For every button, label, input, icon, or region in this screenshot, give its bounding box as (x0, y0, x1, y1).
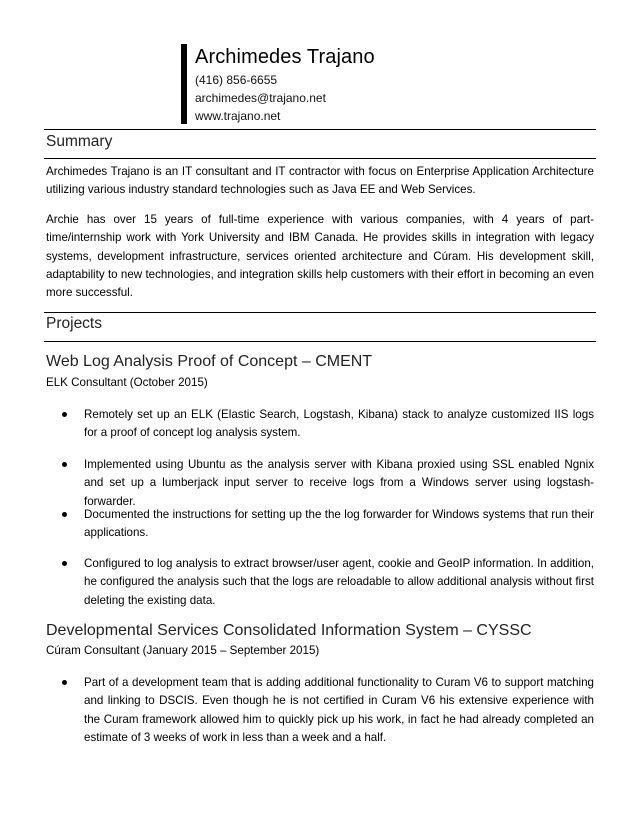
summary-top-rule (44, 129, 596, 130)
summary-bottom-rule (44, 158, 596, 159)
website-link[interactable]: www.trajano.net (195, 109, 281, 123)
phone-number: (416) 856-6655 (195, 73, 278, 87)
person-name: Archimedes Trajano (195, 46, 375, 68)
bullet-icon (62, 561, 67, 566)
bullet-icon (62, 412, 67, 417)
summary-paragraph-2: Archie has over 15 years of full-time experience with various companies, with 4 years of part-time/internship work with York University and IBM Canada. He provides skills in integration with legacy systems, development infrastructure, services oriented architecture and Cúram. His development skill, adaptability to new technologies, and integration skills help customers with their effort in becoming an even more successful. (46, 213, 594, 300)
email-address: archimedes@trajano.net (195, 91, 326, 105)
bullet-text: Part of a development team that is adding additional functionality to Curam V6 to support matching and linking to DSCIS. Even though he is not certified in Curam V6 his extensive experience with the Curam framework allowed him to quickly pick up his work, in fact he had already completed an estimate of 3 weeks of work in less than a week and a half. (84, 676, 594, 744)
projects-heading: Projects (46, 315, 102, 332)
bullet-text: Configured to log analysis to extract browser/user agent, cookie and GeoIP information. In addition, he configured the analysis such that the logs are reloadable to allow additional analysis without first deleting the existing data. (84, 557, 594, 607)
projects-bottom-rule (44, 341, 596, 342)
bullet-text: Implemented using Ubuntu as the analysis server with Kibana proxied using SSL enabled Ngnix and set up a lumberjack input server to receive logs from a Windows server using logstash-forwarder. (84, 458, 594, 508)
project-role: ELK Consultant (October 2015) (46, 376, 208, 389)
header-accent-bar (181, 44, 187, 124)
project-role: Cúram Consultant (January 2015 – September 2015) (46, 644, 320, 657)
project-title: Developmental Services Consolidated Information System – CYSSC (46, 622, 532, 639)
summary-paragraph-1: Archimedes Trajano is an IT consultant and IT contractor with focus on Enterprise Application Architecture utilizing various industry standard technologies such as Java EE and Web Services. (46, 165, 594, 197)
bullet-icon (62, 512, 67, 517)
summary-heading: Summary (46, 133, 113, 150)
project-title: Web Log Analysis Proof of Concept – CMENT (46, 353, 373, 370)
bullet-text: Documented the instructions for setting up the the log forwarder for Windows systems that run their applications. (84, 508, 594, 540)
bullet-icon (62, 462, 67, 467)
projects-top-rule (44, 312, 596, 313)
bullet-text: Remotely set up an ELK (Elastic Search, Logstash, Kibana) stack to analyze customized IIS logs for a proof of concept log analysis system. (84, 408, 594, 440)
bullet-icon (62, 680, 67, 685)
